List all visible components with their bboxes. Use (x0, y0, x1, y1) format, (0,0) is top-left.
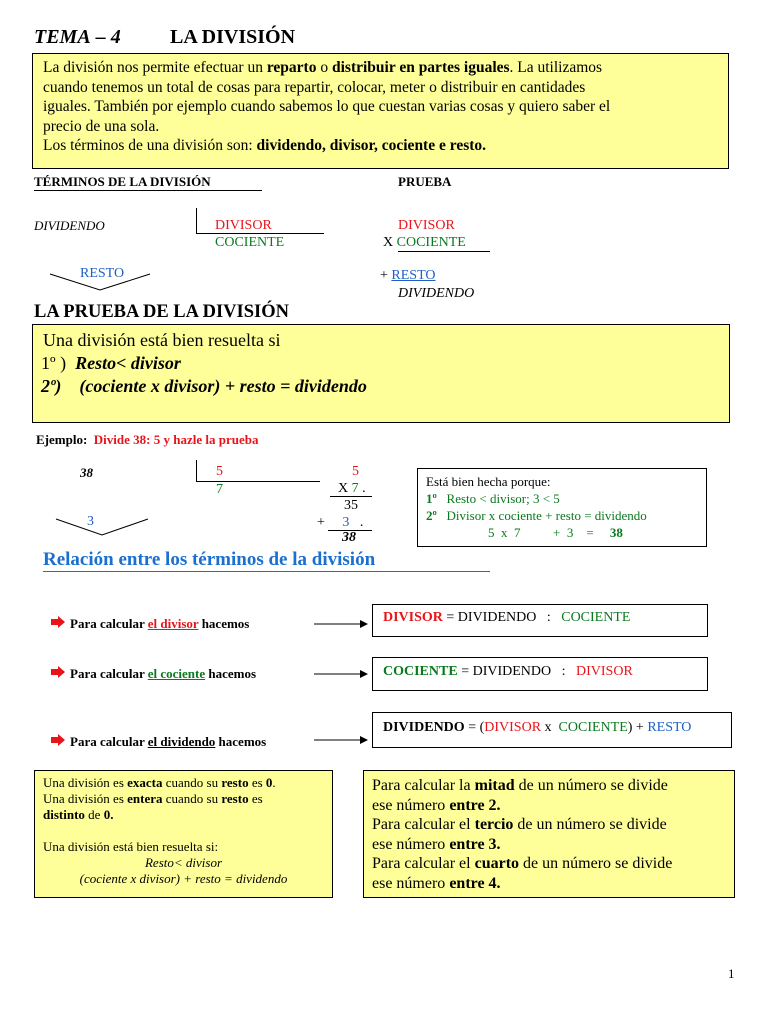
arrow-right-icon (314, 734, 368, 746)
formula-dividendo-box: DIVIDENDO = (DIVISOR x COCIENTE) + RESTO (372, 712, 732, 748)
mitad-line-2: ese número entre 2. (372, 796, 501, 814)
page-number: 1 (728, 966, 735, 981)
example-resto-bracket (54, 515, 150, 537)
division-bracket-vertical (196, 208, 197, 234)
cociente-divisor-line: (cociente x divisor) + resto = dividendo (79, 871, 288, 886)
proof-ex-divisor: 5 (352, 464, 359, 479)
example-explanation-box (417, 468, 707, 547)
bullet-arrow-icon (51, 666, 65, 678)
bullet-arrow-icon (51, 734, 65, 746)
prueba-line-1: Una división está bien resuelta si (43, 330, 281, 350)
proof-resto-row: + RESTO (380, 268, 436, 283)
term-resto: RESTO (80, 266, 125, 281)
proof-ex-remainder-row: + 3 . (317, 515, 364, 530)
intro-line-2: cuando tenemos un total de cosas para repartir, colocar, meter o distribuir en cantidades (43, 78, 586, 96)
arrow-right-icon (314, 618, 368, 630)
intro-line-1: La división nos permite efectuar un reparto o distribuir en partes iguales. La utilizamos (43, 59, 603, 76)
example-bracket-horizontal (196, 481, 320, 482)
page-title: LA DIVISIÓN (170, 26, 296, 48)
bien-resuelta-line: Una división está bien resuelta si: (43, 839, 219, 854)
proof-ex-quotient-row: X 7 . (338, 481, 366, 496)
proof-cociente-row: X COCIENTE (383, 235, 466, 250)
example-divisor: 5 (216, 464, 223, 479)
spacer (43, 823, 324, 839)
exacta-entera-box (34, 770, 333, 898)
prueba-box (32, 324, 730, 423)
example-remainder: 3 (87, 514, 94, 529)
relacion-row-1-label: Para calcular el divisor hacemos (70, 616, 250, 631)
resto-divisor-line: Resto< divisor (144, 855, 223, 870)
distinto-line: distinto de 0. (43, 807, 114, 822)
cuarto-line-2: ese número entre 4. (372, 874, 501, 892)
prueba-line-2: 1º ) Resto< divisor (41, 353, 181, 373)
term-divisor: DIVISOR (215, 218, 272, 233)
prueba-line-3: 2º) (cociente x divisor) + resto = dividendo (41, 376, 367, 396)
bullet-arrow-icon (51, 616, 65, 628)
explanation-line-3: 2º Divisor x cociente + resto = dividendo (426, 508, 647, 523)
example-dividend: 38 (80, 465, 93, 480)
entera-line: Una división es entera cuando su resto es (43, 791, 263, 806)
tercio-line-2: ese número entre 3. (372, 835, 501, 853)
arrow-right-icon (314, 668, 368, 680)
proof-ex-underline-1 (330, 496, 372, 497)
explanation-line-2: 1º Resto < divisor; 3 < 5 (426, 491, 560, 506)
exacta-line: Una división es exacta cuando su resto es 0. (43, 775, 276, 790)
example-bracket-vertical (196, 460, 197, 482)
tercio-line-1: Para calcular el tercio de un número se divide (372, 816, 667, 833)
intro-line-3: iguales. También por ejemplo cuando sabemos lo que cuestan varias cosas y quiero saber el (43, 98, 611, 115)
terms-heading: TÉRMINOS DE LA DIVISIÓN (34, 174, 211, 189)
proof-ex-product: 35 (344, 498, 358, 513)
prueba-heading: LA PRUEBA DE LA DIVISIÓN (34, 302, 289, 322)
example-quotient: 7 (216, 482, 223, 497)
example-label: Ejemplo: Divide 38: 5 y hazle la prueba (36, 432, 259, 447)
tema-label: TEMA (34, 26, 91, 48)
intro-line-4: precio de una sola. (43, 117, 160, 135)
relacion-heading: Relación entre los términos de la división (43, 549, 376, 570)
proof-cociente-underline (398, 251, 490, 252)
tema-number: – 4 (95, 26, 121, 48)
explanation-line-4: 5 x 7 + 3 = 38 (488, 525, 623, 540)
term-cociente: COCIENTE (215, 235, 285, 250)
page-header (34, 26, 121, 49)
relacion-row-3-label: Para calcular el dividendo hacemos (70, 734, 267, 749)
cuarto-line-1: Para calcular el cuarto de un número se divide (372, 855, 673, 872)
mitad-line-1: Para calcular la mitad de un número se divide (372, 777, 668, 794)
term-dividendo: DIVIDENDO (34, 218, 105, 233)
intro-box (32, 53, 729, 169)
relacion-heading-underline (43, 571, 490, 572)
explanation-line-1: Está bien hecha porque: (426, 474, 551, 489)
proof-dividendo: DIVIDENDO (398, 286, 475, 301)
proof-ex-result: 38 (342, 530, 356, 545)
proof-divisor: DIVISOR (398, 218, 455, 233)
terms-heading-underline (34, 190, 262, 191)
formula-divisor-box: DIVISOR = DIVIDENDO : COCIENTE (372, 604, 708, 637)
mitad-tercio-cuarto-box (363, 770, 735, 898)
proof-heading: PRUEBA (398, 174, 452, 189)
relacion-row-2-label: Para calcular el cociente hacemos (70, 666, 257, 681)
formula-cociente-box: COCIENTE = DIVIDENDO : DIVISOR (372, 657, 708, 691)
intro-line-5: Los términos de una división son: dividendo, divisor, cociente e resto. (43, 137, 487, 154)
